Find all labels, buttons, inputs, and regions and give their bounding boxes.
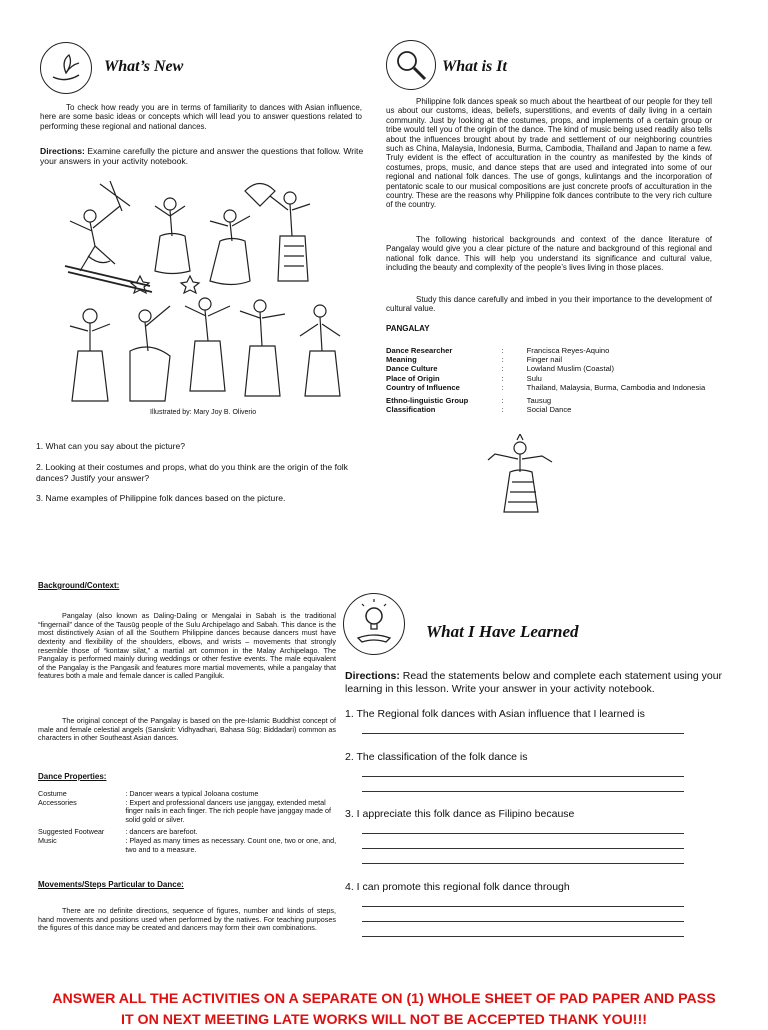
whats-new-directions	[40, 146, 365, 166]
detail-value: Social Dance	[526, 405, 572, 415]
pangalay-dancer-illustration	[480, 434, 560, 514]
detail-key: Ethno-linguistic Group	[386, 396, 469, 406]
detail-sep: :	[501, 364, 504, 374]
whats-new-intro: To check how ready you are in terms of familiarity to dances with Asian influence, here are some basic ideas or concepts which will lead you to answer questions related to performing these regional and national dances.	[40, 103, 362, 131]
what-is-it-para-1: Philippine folk dances speak so much about the heartbeat of our people for they tell us about our customs, ideas, beliefs, superstitions, and events of daily living in a certain community. Just by looking at the costumes, props, and implements of a certain group or tribe would tell you of the origin of the dance. The kind of music being used readily also tells about the influences brought about by trade and settlement of our neighboring countries such as China, Malaysia, Indonesia, Burma, Cambodia, Thailand and Japan to name a few. Truly evident is the effect of acculturation in the country as manifested by the kinds of costumes, props, music, and dance steps that are used and integrated into some of our regional and national folk dances. The use of gongs, kulintangs and the incorporation of pentatonic scale to our musical compositions are just concrete proofs of acculturation in the country. These are the reasons why Philippine folk dances contribute to the very rich culture of the country.	[386, 97, 712, 210]
property-key: Accessories	[38, 797, 77, 807]
what-i-have-learned-title: What I Have Learned	[426, 622, 579, 641]
whats-new-question-3: 3. Name examples of Philippine folk dances based on the picture.	[36, 493, 286, 503]
detail-sep: :	[501, 355, 504, 365]
detail-sep: :	[501, 405, 504, 415]
whats-new-question-1: 1. What can you say about the picture?	[36, 441, 186, 451]
movements-heading: Movements/Steps Particular to Dance:	[38, 880, 184, 889]
detail-value: Francisca Reyes-Aquino	[526, 346, 610, 355]
background-para-2: The original concept of the Pangalay is based on the pre-Islamic Buddhist concept of male and female celestial angels (Sanskrit: Vidhyadhari, Bahasa Sūg: Biddadari) common as characters in other Southeast Asian dances.	[38, 716, 336, 743]
learned-item-3: 3. I appreciate this folk dance as Filipino because	[345, 808, 575, 820]
detail-row	[386, 364, 716, 373]
detail-key: Dance Culture	[386, 364, 438, 374]
whats-new-icon	[40, 42, 92, 94]
answer-line[interactable]	[362, 906, 684, 907]
lightbulb-icon	[343, 593, 405, 655]
illustration-credit: Illustrated by: Mary Joy B. Oliverio	[150, 409, 257, 416]
detail-sep: :	[501, 396, 504, 406]
detail-key: Meaning	[386, 355, 417, 365]
property-value: : Played as many times as necessary. Count one, two or one, and, two and to a measure.	[125, 835, 337, 854]
learned-item-1: 1. The Regional folk dances with Asian influence that I learned is	[345, 708, 645, 720]
detail-value: Tausug	[526, 396, 552, 406]
answer-line[interactable]	[362, 791, 684, 792]
dance-properties-table	[38, 790, 338, 854]
folk-dancers-illustration	[60, 176, 360, 406]
answer-line[interactable]	[362, 776, 684, 777]
background-para-1: Pangalay (also known as Daling-Daling or Mengalai in Sabah is the traditional “fingernail” dance of the Tausūg people of the Sulu Archipelago and Sabah. This dance is the most distinctively Asian of all the Southern Philippine dances because dancers must have dexterity and flexibility of the shoulders, elbows, and wrists – movements that strongly resemble those of “kontaw silat,” a martial art common in the Malay Archipelago. The Pangalay is performed mainly during weddings or other festive events. The male equivalent of the Pangalay is the Pangasik and features more martial movements, while a pangalay that features both a male and female dancer is called Pangiluk.	[38, 611, 336, 681]
detail-value: Finger nail	[526, 355, 563, 365]
directions-label: Directions:	[40, 146, 85, 156]
what-is-it-title: What is It	[442, 58, 507, 75]
detail-value: Sulu	[526, 373, 542, 383]
detail-row	[386, 346, 716, 355]
property-value: : Expert and professional dancers use janggay, extended metal finger nails in each finger. The rich people have janggay made of solid gold or silver.	[125, 797, 331, 824]
property-key: Suggested Footwear	[38, 827, 105, 837]
footer-instruction-line-2: IT ON NEXT MEETING LATE WORKS WILL NOT BE ACCEPTED THANK YOU!!!	[121, 1012, 647, 1028]
detail-row	[386, 396, 716, 405]
what-is-it-para-3: Study this dance carefully and imbed in you their importance to the development of cultural value.	[386, 295, 712, 314]
what-is-it-para-2: The following historical backgrounds and context of the dance literature of Pangalay would give you a clear picture of the nature and background of this regional and national folk dance. This will help you understand its significance and cultural value, including the beauty and complexity of the people’s lives living in those places.	[386, 235, 712, 273]
answer-line[interactable]	[362, 936, 684, 937]
detail-key: Country of Influence	[386, 382, 460, 392]
property-key: Costume	[38, 789, 67, 798]
detail-sep: :	[501, 382, 504, 392]
detail-value: Thailand, Malaysia, Burma, Cambodia and Indonesia	[526, 382, 706, 392]
answer-line[interactable]	[362, 863, 684, 864]
answer-line[interactable]	[362, 833, 684, 834]
answer-line[interactable]	[362, 733, 684, 734]
detail-key: Classification	[386, 405, 436, 415]
background-heading: Background/Context:	[38, 581, 120, 590]
answer-line[interactable]	[362, 848, 684, 849]
dance-properties-heading: Dance Properties:	[38, 772, 107, 781]
magnifier-icon	[386, 40, 436, 90]
directions-text: Examine carefully the picture and answer the questions that follow. Write your answers in your activity notebook.	[40, 146, 364, 166]
footer-instruction-line-1: ANSWER ALL THE ACTIVITIES ON A SEPARATE ON (1) WHOLE SHEET OF PAD PAPER AND PASS	[52, 991, 716, 1007]
movements-para: There are no definite directions, sequence of figures, number and kinds of steps, hand movements and positions used when performed by the natives. For teaching purposes the figures of this dance may be created and dancers may form their own combinations.	[38, 906, 336, 933]
learned-directions-label: Directions:	[345, 670, 400, 682]
detail-key: Place of Origin	[386, 373, 440, 383]
dance-name: PANGALAY	[386, 324, 430, 333]
detail-row	[386, 355, 716, 364]
learned-item-2: 2. The classification of the folk dance is	[345, 751, 528, 763]
whats-new-title: What’s New	[104, 58, 184, 75]
property-row	[38, 799, 338, 825]
detail-row	[386, 374, 716, 383]
learned-directions-text: Read the statements below and complete each statement using your learning in this lesson. Write your answer in your activity notebook.	[345, 670, 723, 695]
property-row	[38, 837, 338, 854]
detail-sep: :	[501, 373, 504, 383]
detail-sep: :	[501, 346, 504, 355]
property-key: Music	[38, 835, 57, 845]
detail-key: Dance Researcher	[386, 346, 453, 355]
learned-directions	[345, 670, 735, 696]
dance-details-table	[386, 346, 716, 414]
detail-row	[386, 405, 716, 414]
learned-item-4: 4. I can promote this regional folk dance through	[345, 881, 570, 893]
property-value: : Dancer wears a typical Joloana costume	[125, 789, 259, 798]
property-value: : dancers are barefoot.	[125, 827, 198, 837]
detail-value: Lowland Muslim (Coastal)	[526, 364, 615, 374]
answer-line[interactable]	[362, 921, 684, 922]
detail-row	[386, 383, 716, 392]
whats-new-question-2: 2. Looking at their costumes and props, what do you think are the origin of the folk dances? Justify your answer?	[36, 462, 348, 483]
